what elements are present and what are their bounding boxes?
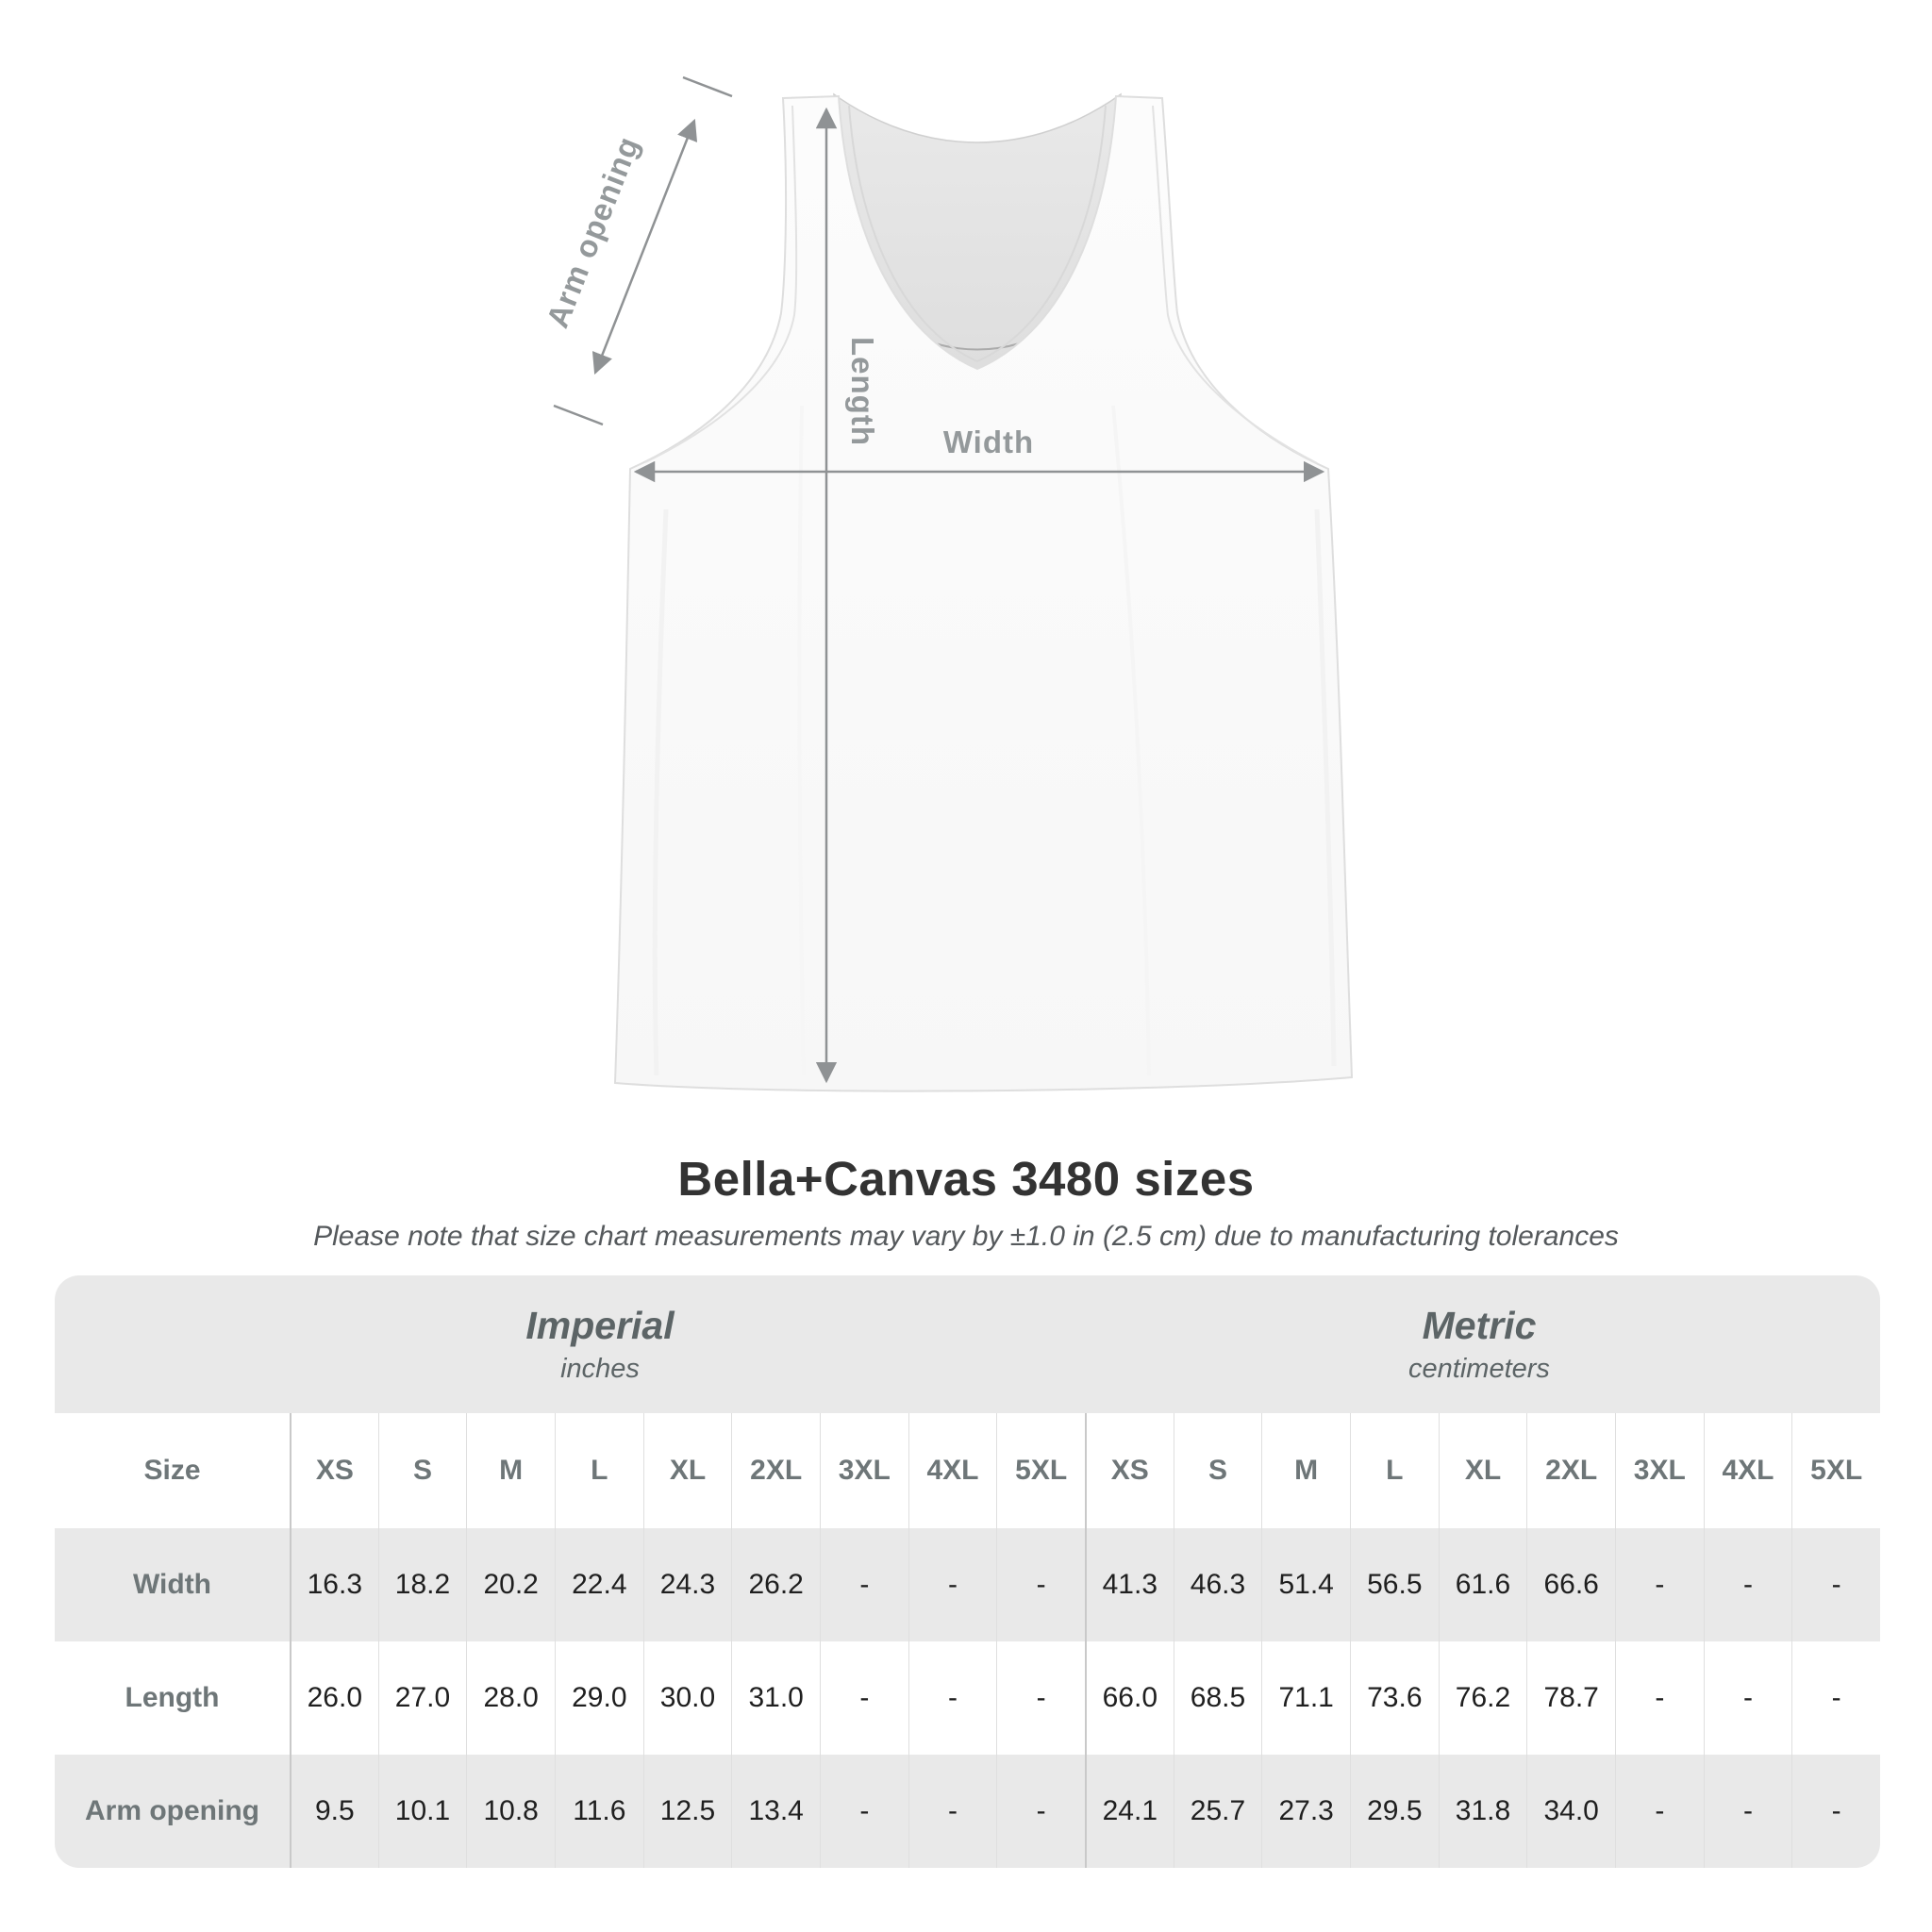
value-cell-imperial-xs: 16.3 [290, 1528, 378, 1641]
table-row-width [55, 1528, 1880, 1641]
size-header-metric-l: L [1350, 1413, 1439, 1528]
unit-group-band [55, 1275, 1880, 1413]
value-cell-imperial-m: 20.2 [466, 1528, 555, 1641]
value-cell-imperial-s: 27.0 [378, 1641, 467, 1755]
value-cell-metric-xs: 66.0 [1085, 1641, 1174, 1755]
value-cell-imperial-5xl: - [996, 1528, 1085, 1641]
value-cell-imperial-3xl: - [820, 1755, 908, 1868]
size-header-imperial-xl: XL [643, 1413, 732, 1528]
size-header-imperial-l: L [555, 1413, 643, 1528]
size-header-row [55, 1413, 1880, 1528]
size-header-imperial-5xl: 5XL [996, 1413, 1085, 1528]
value-cell-metric-xl: 31.8 [1439, 1755, 1527, 1868]
value-cell-imperial-l: 22.4 [555, 1528, 643, 1641]
size-header-metric-5xl: 5XL [1791, 1413, 1880, 1528]
width-label: Width [942, 425, 1035, 459]
length-label: Length [845, 337, 880, 446]
table-row-length [55, 1641, 1880, 1755]
value-cell-metric-m: 71.1 [1261, 1641, 1350, 1755]
value-cell-metric-l: 56.5 [1350, 1528, 1439, 1641]
size-chart-rows [55, 1413, 1880, 1868]
value-cell-metric-s: 68.5 [1174, 1641, 1262, 1755]
row-label: Width [132, 1569, 212, 1600]
value-cell-imperial-xl: 24.3 [643, 1528, 732, 1641]
size-header-imperial-m: M [466, 1413, 555, 1528]
imperial-group-header [122, 1275, 1078, 1413]
page-title: Bella+Canvas 3480 sizes [677, 1152, 1255, 1206]
size-header-imperial-s: S [378, 1413, 467, 1528]
metric-unit: centimeters [1408, 1354, 1550, 1384]
size-header-imperial-xs: XS [290, 1413, 378, 1528]
size-chart-table [55, 1275, 1880, 1868]
value-cell-imperial-3xl: - [820, 1641, 908, 1755]
value-cell-metric-m: 51.4 [1261, 1528, 1350, 1641]
metric-label: Metric [1422, 1304, 1537, 1347]
value-cell-imperial-s: 10.1 [378, 1755, 467, 1868]
value-cell-metric-3xl: - [1615, 1528, 1704, 1641]
value-cell-metric-m: 27.3 [1261, 1755, 1350, 1868]
value-cell-metric-xs: 24.1 [1085, 1755, 1174, 1868]
imperial-unit: inches [560, 1354, 640, 1384]
row-label: Arm opening [85, 1795, 259, 1826]
value-cell-imperial-xl: 30.0 [643, 1641, 732, 1755]
value-cell-imperial-xl: 12.5 [643, 1755, 732, 1868]
size-header-metric-2xl: 2XL [1526, 1413, 1615, 1528]
value-cell-metric-2xl: 34.0 [1526, 1755, 1615, 1868]
size-header-imperial-2xl: 2XL [731, 1413, 820, 1528]
value-cell-metric-4xl: - [1704, 1755, 1792, 1868]
size-header-metric-m: M [1261, 1413, 1350, 1528]
value-cell-imperial-xs: 26.0 [290, 1641, 378, 1755]
size-header-imperial-3xl: 3XL [820, 1413, 908, 1528]
value-cell-imperial-5xl: - [996, 1641, 1085, 1755]
value-cell-imperial-l: 11.6 [555, 1755, 643, 1868]
size-header-metric-3xl: 3XL [1615, 1413, 1704, 1528]
size-header-metric-4xl: 4XL [1704, 1413, 1792, 1528]
value-cell-metric-xs: 41.3 [1085, 1528, 1174, 1641]
value-cell-metric-2xl: 66.6 [1526, 1528, 1615, 1641]
arm-opening-label: Arm opening [539, 131, 646, 333]
size-header-imperial-4xl: 4XL [908, 1413, 997, 1528]
value-cell-metric-5xl: - [1791, 1641, 1880, 1755]
value-cell-metric-4xl: - [1704, 1528, 1792, 1641]
metric-group-header [1078, 1275, 1880, 1413]
value-cell-imperial-4xl: - [908, 1755, 997, 1868]
value-cell-metric-s: 25.7 [1174, 1755, 1262, 1868]
value-cell-metric-xl: 76.2 [1439, 1641, 1527, 1755]
row-label: Length [125, 1682, 220, 1713]
value-cell-imperial-2xl: 13.4 [731, 1755, 820, 1868]
value-cell-metric-5xl: - [1791, 1528, 1880, 1641]
imperial-label: Imperial [525, 1304, 675, 1347]
size-header-metric-s: S [1174, 1413, 1262, 1528]
value-cell-metric-4xl: - [1704, 1641, 1792, 1755]
value-cell-imperial-m: 10.8 [466, 1755, 555, 1868]
tolerance-note: Please note that size chart measurements may vary by ±1.0 in (2.5 cm) due to manufacturing tolerances [313, 1221, 1619, 1252]
value-cell-imperial-4xl: - [908, 1641, 997, 1755]
value-cell-imperial-xs: 9.5 [290, 1755, 378, 1868]
value-cell-metric-xl: 61.6 [1439, 1528, 1527, 1641]
value-cell-imperial-5xl: - [996, 1755, 1085, 1868]
value-cell-imperial-2xl: 31.0 [731, 1641, 820, 1755]
size-column-header: Size [143, 1455, 201, 1486]
table-row-arm-opening [55, 1755, 1880, 1868]
value-cell-metric-5xl: - [1791, 1755, 1880, 1868]
value-cell-imperial-s: 18.2 [378, 1528, 467, 1641]
value-cell-metric-l: 73.6 [1350, 1641, 1439, 1755]
value-cell-metric-s: 46.3 [1174, 1528, 1262, 1641]
value-cell-imperial-m: 28.0 [466, 1641, 555, 1755]
size-header-metric-xl: XL [1439, 1413, 1527, 1528]
value-cell-metric-l: 29.5 [1350, 1755, 1439, 1868]
size-header-metric-xs: XS [1085, 1413, 1174, 1528]
value-cell-metric-3xl: - [1615, 1641, 1704, 1755]
value-cell-metric-3xl: - [1615, 1755, 1704, 1868]
value-cell-imperial-l: 29.0 [555, 1641, 643, 1755]
value-cell-imperial-2xl: 26.2 [731, 1528, 820, 1641]
value-cell-imperial-3xl: - [820, 1528, 908, 1641]
value-cell-metric-2xl: 78.7 [1526, 1641, 1615, 1755]
value-cell-imperial-4xl: - [908, 1528, 997, 1641]
